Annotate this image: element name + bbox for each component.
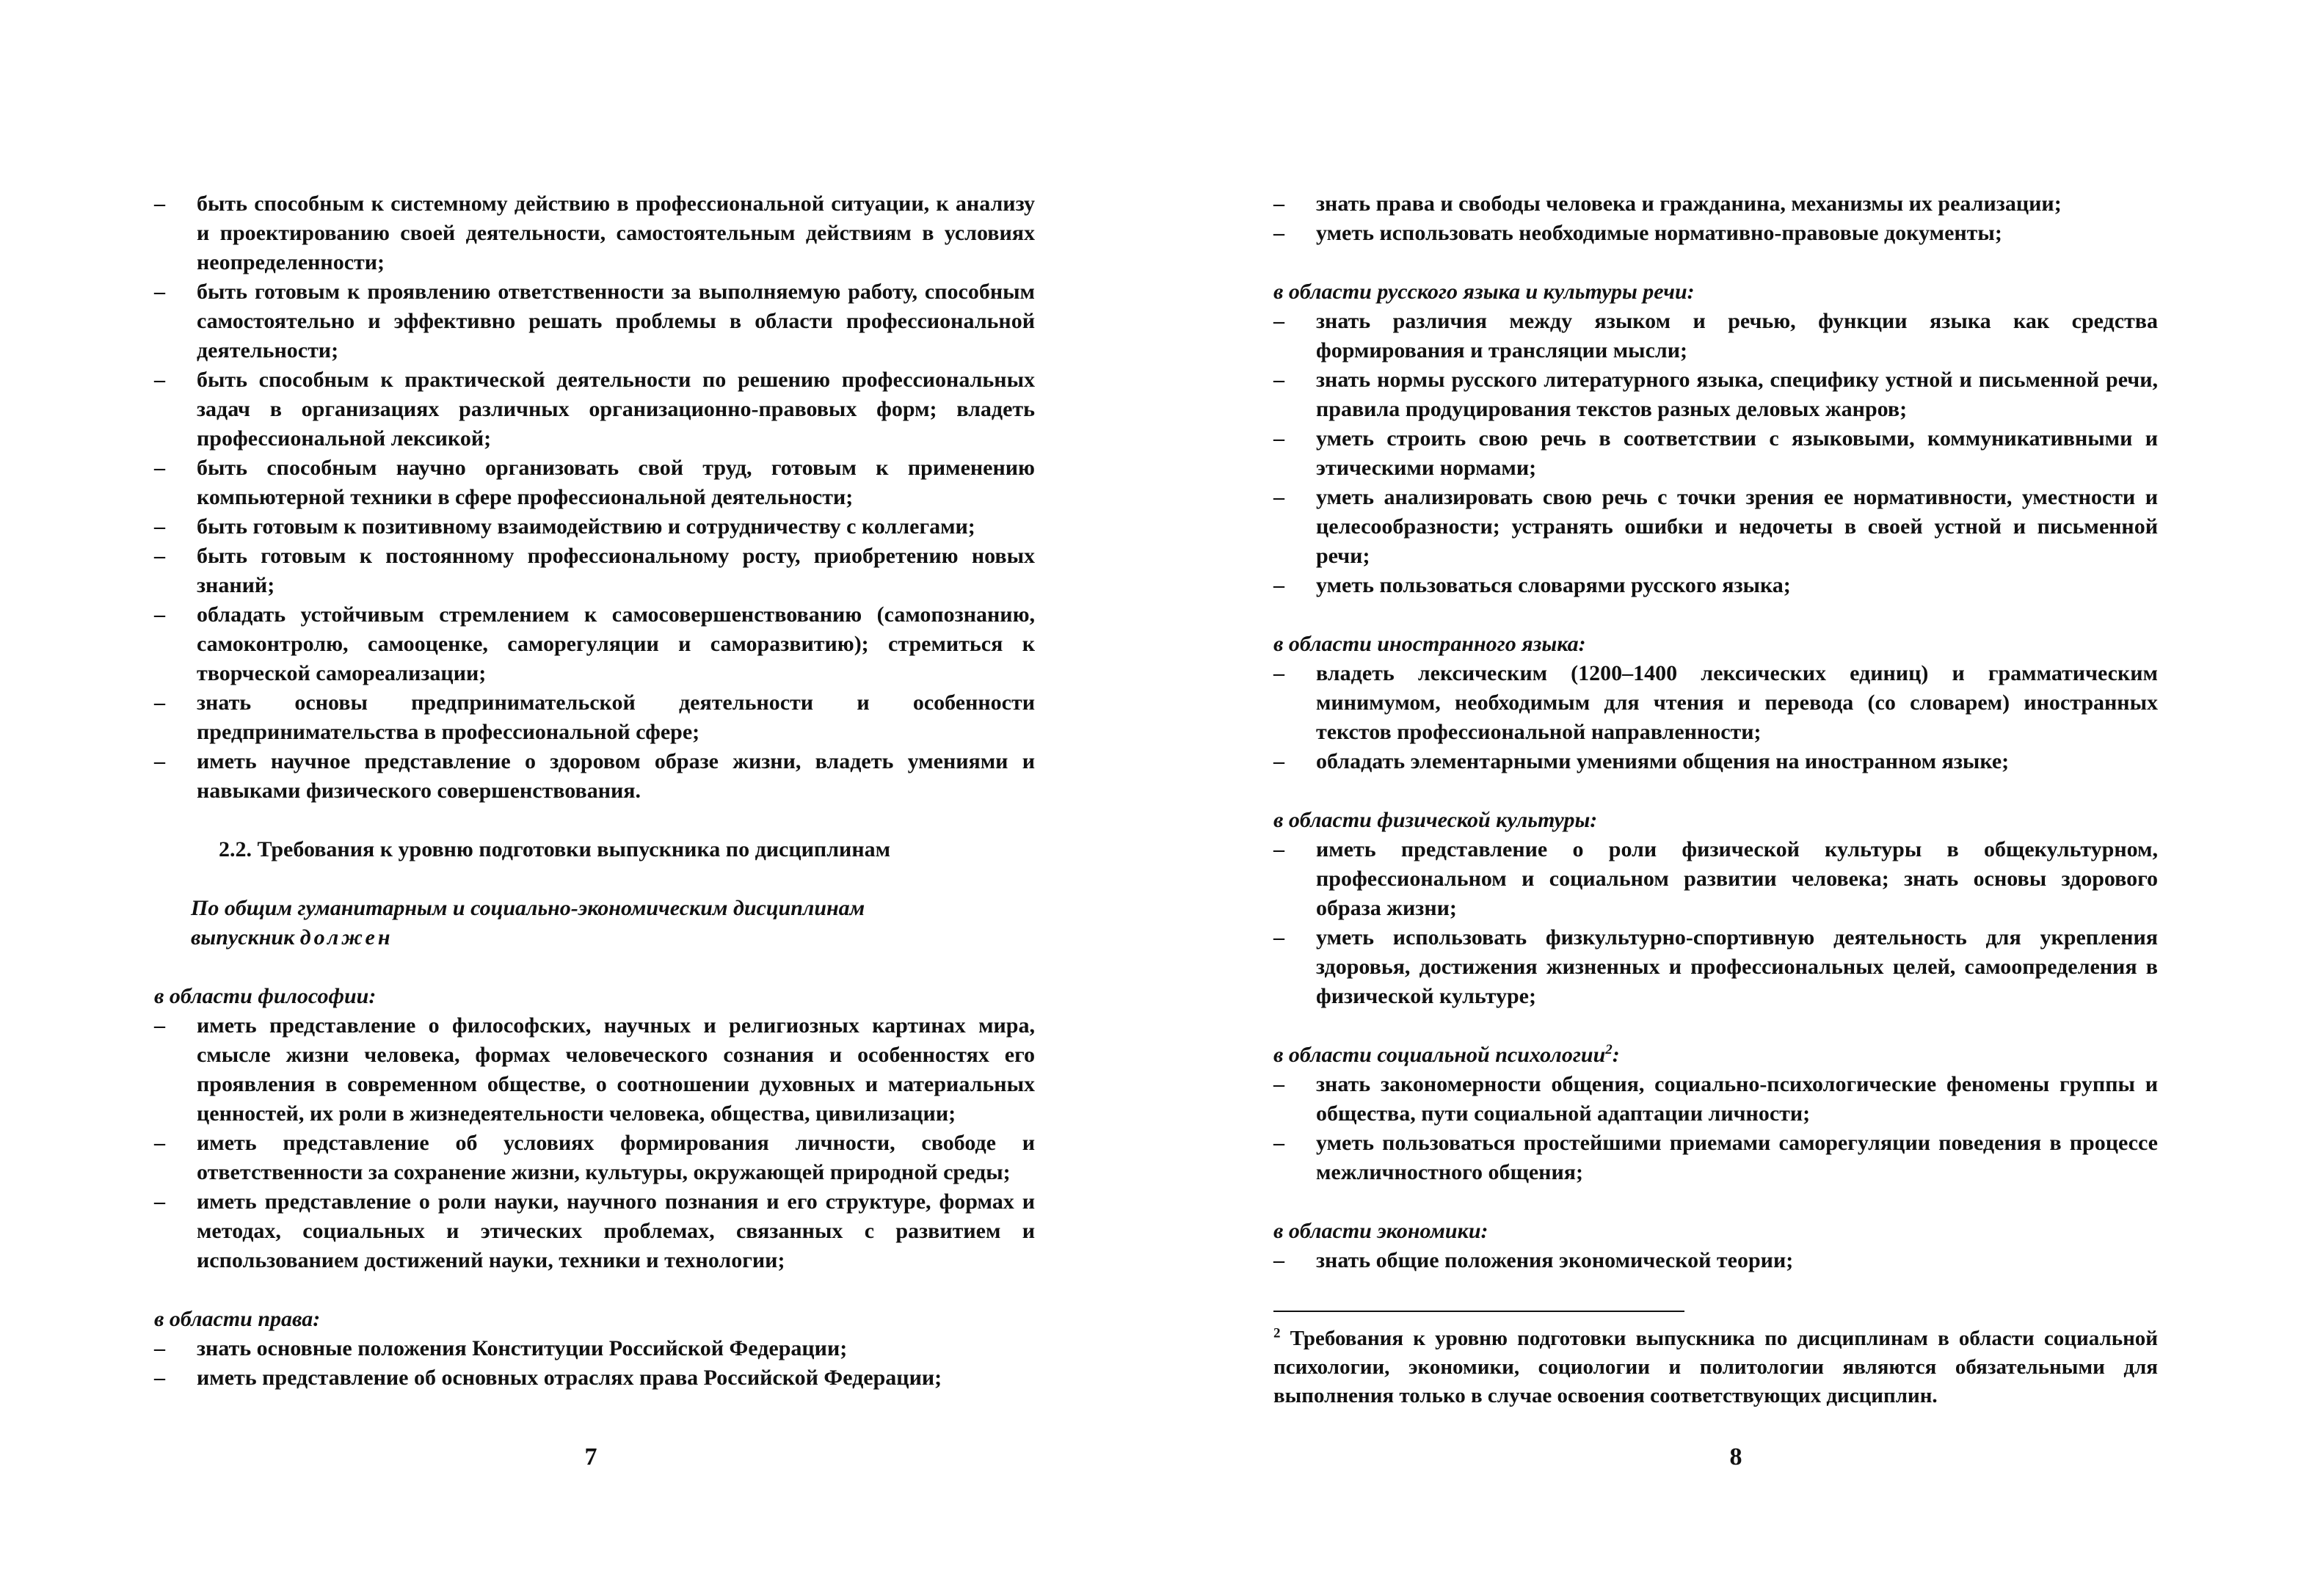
dash-bullet: – xyxy=(1273,573,1284,597)
dash-bullet: – xyxy=(154,690,165,715)
list-item: – уметь пользоваться простейшими приемами саморегуляции поведения в процессе межличностного общения; xyxy=(1273,1129,2158,1187)
dash-bullet: – xyxy=(154,544,165,568)
dash-bullet: – xyxy=(154,1336,165,1360)
list-item: – обладать элементарными умениями общения на иностранном языке; xyxy=(1273,747,2158,776)
dash-bullet: – xyxy=(1273,1131,1284,1155)
russian-list xyxy=(1273,307,2158,600)
list-item: – быть готовым к постоянному профессиональному росту, приобретению новых знаний; xyxy=(154,542,1035,600)
list-item: – знать нормы русского литературного языка, специфику устной и письменной речи, правила продуцирования текстов разных деловых жанров; xyxy=(1273,365,2158,424)
list-item: – уметь пользоваться словарями русского языка; xyxy=(1273,571,2158,600)
list-item: – иметь представление о роли физической культуры в общекультурном, профессиональном и социальном развитии человека; знать основы здорового образа жизни; xyxy=(1273,835,2158,923)
dash-bullet: – xyxy=(154,456,165,480)
footnote xyxy=(1273,1324,2158,1410)
economics-list xyxy=(1273,1246,2158,1275)
dash-bullet: – xyxy=(154,368,165,392)
list-item: – знать различия между языком и речью, функции языка как средства формирования и трансляции мысли; xyxy=(1273,307,2158,365)
dash-bullet: – xyxy=(154,514,165,539)
list-item: – обладать устойчивым стремлением к самосовершенствованию (самопознанию, самоконтролю, самооценке, саморегуляции и саморазвитию); стремиться к творческой самореализации; xyxy=(154,600,1035,688)
list-item: – иметь представление о философских, научных и религиозных картинах мира, смысле жизни человека, формах человеческого сознания и особенностях его проявления в современном обществе, о соотношении духовных и материальных ценностей, их роли в жизнедеятельности человека, общества, цивилизации; xyxy=(154,1011,1035,1129)
dash-bullet: – xyxy=(154,602,165,627)
footnote-reference[interactable]: 2 xyxy=(1605,1042,1613,1057)
list-item: – знать основные положения Конституции Российской Федерации; xyxy=(154,1334,1035,1363)
footnote-separator xyxy=(1273,1311,1684,1312)
dash-bullet: – xyxy=(1273,309,1284,333)
dash-bullet: – xyxy=(1273,368,1284,392)
dash-bullet: – xyxy=(1273,925,1284,950)
list-item: – уметь анализировать свою речь с точки зрения ее нормативности, уместности и целесообразности; устранять ошибки и недочеты в своей устной и письменной речи; xyxy=(1273,483,2158,571)
dash-bullet: – xyxy=(1273,192,1284,216)
list-item: – иметь представление об условиях формирования личности, свободе и ответственности за сохранение жизни, культуры, окружающей природной среды; xyxy=(154,1129,1035,1187)
foreign-language-heading: в области иностранного языка: xyxy=(1273,632,1586,656)
subsection-intro-line2: выпускник должен xyxy=(191,925,393,950)
right-column xyxy=(1273,189,2158,1275)
law-heading: в области права: xyxy=(154,1307,321,1331)
list-item: – иметь научное представление о здоровом образе жизни, владеть умениями и навыками физического совершенствования. xyxy=(154,747,1035,806)
list-item: – иметь представление об основных отраслях права Российской Федерации; xyxy=(154,1363,1035,1393)
page-number: 8 xyxy=(1729,1443,1742,1471)
law-list xyxy=(154,1334,1035,1393)
section-title: 2.2. Требования к уровню подготовки выпускника по дисциплинам xyxy=(219,837,891,861)
list-item: – владеть лексическим (1200–1400 лексических единиц) и грамматическим минимумом, необходимым для чтения и перевода (со словарем) иностранных текстов профессиональной направленности; xyxy=(1273,659,2158,747)
footnote-mark: 2 xyxy=(1273,1325,1281,1341)
dash-bullet: – xyxy=(1273,221,1284,245)
list-item: – уметь строить свою речь в соответствии с языковыми, коммуникативными и этическими нормами; xyxy=(1273,424,2158,483)
footnote-text: Требования к уровню подготовки выпускника по дисциплинам в области социальной психологии, экономики, социологии и политологии являются обязательными для выполнения только в случае освоения соответствующих дисциплин. xyxy=(1273,1327,2158,1407)
dash-bullet: – xyxy=(1273,1248,1284,1272)
foreign-language-list xyxy=(1273,659,2158,776)
left-top-list xyxy=(154,189,1035,806)
dash-bullet: – xyxy=(154,280,165,304)
page-number: 7 xyxy=(584,1443,597,1471)
dash-bullet: – xyxy=(154,1366,165,1390)
dash-bullet: – xyxy=(1273,485,1284,509)
emphasis-spaced: должен xyxy=(299,925,393,950)
social-psychology-heading: в области социальной психологии$^2$: xyxy=(1273,1042,1620,1067)
russian-heading: в области русского языка и культуры речи: xyxy=(1273,280,1695,304)
list-item: – быть способным к практической деятельности по решению профессиональных задач в организациях различных организационно-правовых форм; владеть профессиональной лексикой; xyxy=(154,365,1035,453)
dash-bullet: – xyxy=(154,749,165,773)
dash-bullet: – xyxy=(1273,426,1284,451)
dash-bullet: – xyxy=(154,1189,165,1214)
list-item: – быть готовым к проявлению ответственности за выполняемую работу, способным самостоятельно и эффективно решать проблемы в области профессиональной деятельности; xyxy=(154,277,1035,365)
dash-bullet: – xyxy=(154,1131,165,1155)
dash-bullet: – xyxy=(1273,1072,1284,1096)
philosophy-heading: в области философии: xyxy=(154,984,377,1008)
dash-bullet: – xyxy=(154,192,165,216)
economics-heading: в области экономики: xyxy=(1273,1219,1488,1243)
page-right xyxy=(1156,0,2312,1596)
list-item: – знать закономерности общения, социально-психологические феномены группы и общества, пути социальной адаптации личности; xyxy=(1273,1070,2158,1129)
list-item: – уметь использовать физкультурно-спортивную деятельность для укрепления здоровья, достижения жизненных и профессиональных целей, самоопределения в физической культуре; xyxy=(1273,923,2158,1011)
physical-culture-heading: в области физической культуры: xyxy=(1273,808,1598,832)
list-item: – знать основы предпринимательской деятельности и особенности предпринимательства в профессиональной сфере; xyxy=(154,688,1035,747)
list-item: – знать общие положения экономической теории; xyxy=(1273,1246,2158,1275)
list-item: – быть способным научно организовать свой труд, готовым к применению компьютерной техники в сфере профессиональной деятельности; xyxy=(154,453,1035,512)
philosophy-list xyxy=(154,1011,1035,1275)
list-item: – знать права и свободы человека и гражданина, механизмы их реализации; xyxy=(1273,189,2158,219)
list-item: – уметь использовать необходимые нормативно-правовые документы; xyxy=(1273,219,2158,248)
list-item: – иметь представление о роли науки, научного познания и его структуре, формах и методах, социальных и этических проблемах, связанных с развитием и использованием достижений науки, техники и технологии; xyxy=(154,1187,1035,1275)
list-item: – быть способным к системному действию в профессиональной ситуации, к анализу и проектированию своей деятельности, самостоятельным действиям в условиях неопределенности; xyxy=(154,189,1035,277)
dash-bullet: – xyxy=(1273,837,1284,861)
right-top-list xyxy=(1273,189,2158,248)
list-item: – быть готовым к позитивному взаимодействию и сотрудничеству с коллегами; xyxy=(154,512,1035,542)
physical-culture-list xyxy=(1273,835,2158,1011)
subsection-intro: По общим гуманитарным и социально-экономическим дисциплинам xyxy=(191,896,865,920)
dash-bullet: – xyxy=(1273,749,1284,773)
dash-bullet: – xyxy=(154,1013,165,1038)
dash-bullet: – xyxy=(1273,661,1284,685)
social-psychology-list xyxy=(1273,1070,2158,1187)
left-column xyxy=(154,189,1035,1393)
